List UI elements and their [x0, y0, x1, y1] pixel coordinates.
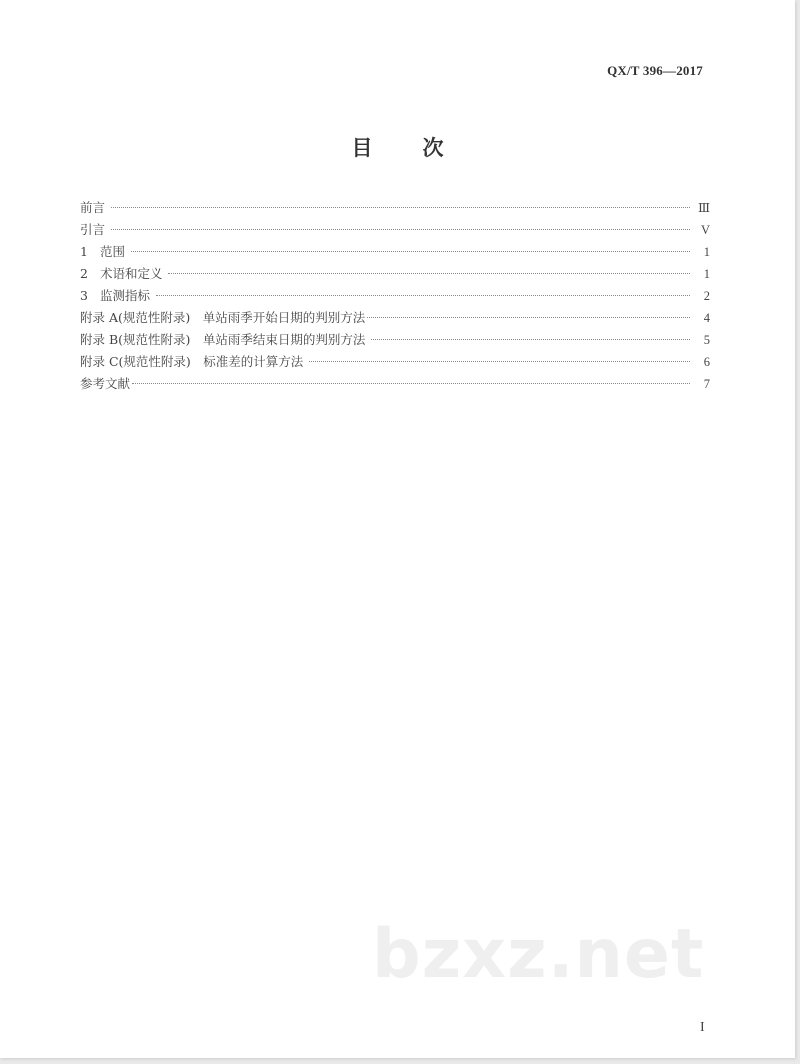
toc-page-number: 2: [703, 289, 710, 303]
toc-page-number: 5: [703, 333, 710, 347]
toc-entry-annex-b[interactable]: [80, 330, 710, 352]
dot-leader: [111, 229, 690, 230]
toc-section-number: 1: [80, 244, 88, 259]
toc-entry-terms[interactable]: [80, 264, 710, 286]
dot-leader: [168, 273, 690, 274]
standard-code: QX/T 396—2017: [607, 63, 703, 78]
toc-entry-references[interactable]: [80, 374, 710, 396]
toc-entry-annex-a[interactable]: [80, 308, 710, 330]
dot-leader: [309, 361, 690, 362]
toc-label: 附录 A(规范性附录) 单站雨季开始日期的判别方法: [80, 310, 366, 325]
toc-page-number: V: [700, 223, 710, 237]
toc-entry-indicators[interactable]: [80, 286, 710, 308]
toc-section-number: 2: [80, 266, 88, 281]
page-number: I: [700, 1020, 705, 1035]
table-of-contents: [80, 198, 710, 396]
title-char-1: 目: [351, 136, 373, 160]
toc-page-number: 7: [703, 377, 710, 391]
dot-leader: [371, 339, 690, 340]
toc-entry-foreword[interactable]: [80, 198, 710, 220]
toc-label: 监测指标: [99, 288, 150, 303]
watermark: bzxz.net: [372, 915, 705, 994]
toc-section-number: 3: [80, 288, 88, 303]
toc-entry-introduction[interactable]: [80, 220, 710, 242]
dot-leader: [111, 207, 690, 208]
toc-label: 引言: [80, 222, 106, 237]
page-title: [0, 132, 795, 162]
toc-label: 范围: [99, 244, 125, 259]
dot-leader: [132, 383, 690, 384]
toc-entry-annex-c[interactable]: [80, 352, 710, 374]
toc-page-number: 6: [703, 355, 710, 369]
toc-label: 附录 C(规范性附录) 标准差的计算方法: [80, 354, 304, 369]
toc-page-number: 1: [703, 267, 710, 281]
toc-label: 附录 B(规范性附录) 单站雨季结束日期的判别方法: [80, 332, 366, 347]
toc-page-number: Ⅲ: [697, 201, 710, 215]
toc-label: 参考文献: [80, 376, 131, 391]
toc-label: 前言: [80, 200, 106, 215]
title-char-2: 次: [422, 136, 444, 160]
toc-entry-scope[interactable]: [80, 242, 710, 264]
dot-leader: [131, 251, 690, 252]
toc-page-number: 1: [703, 245, 710, 259]
dot-leader: [367, 317, 690, 318]
dot-leader: [156, 295, 690, 296]
toc-label: 术语和定义: [99, 266, 163, 281]
toc-page-number: 4: [703, 311, 710, 325]
